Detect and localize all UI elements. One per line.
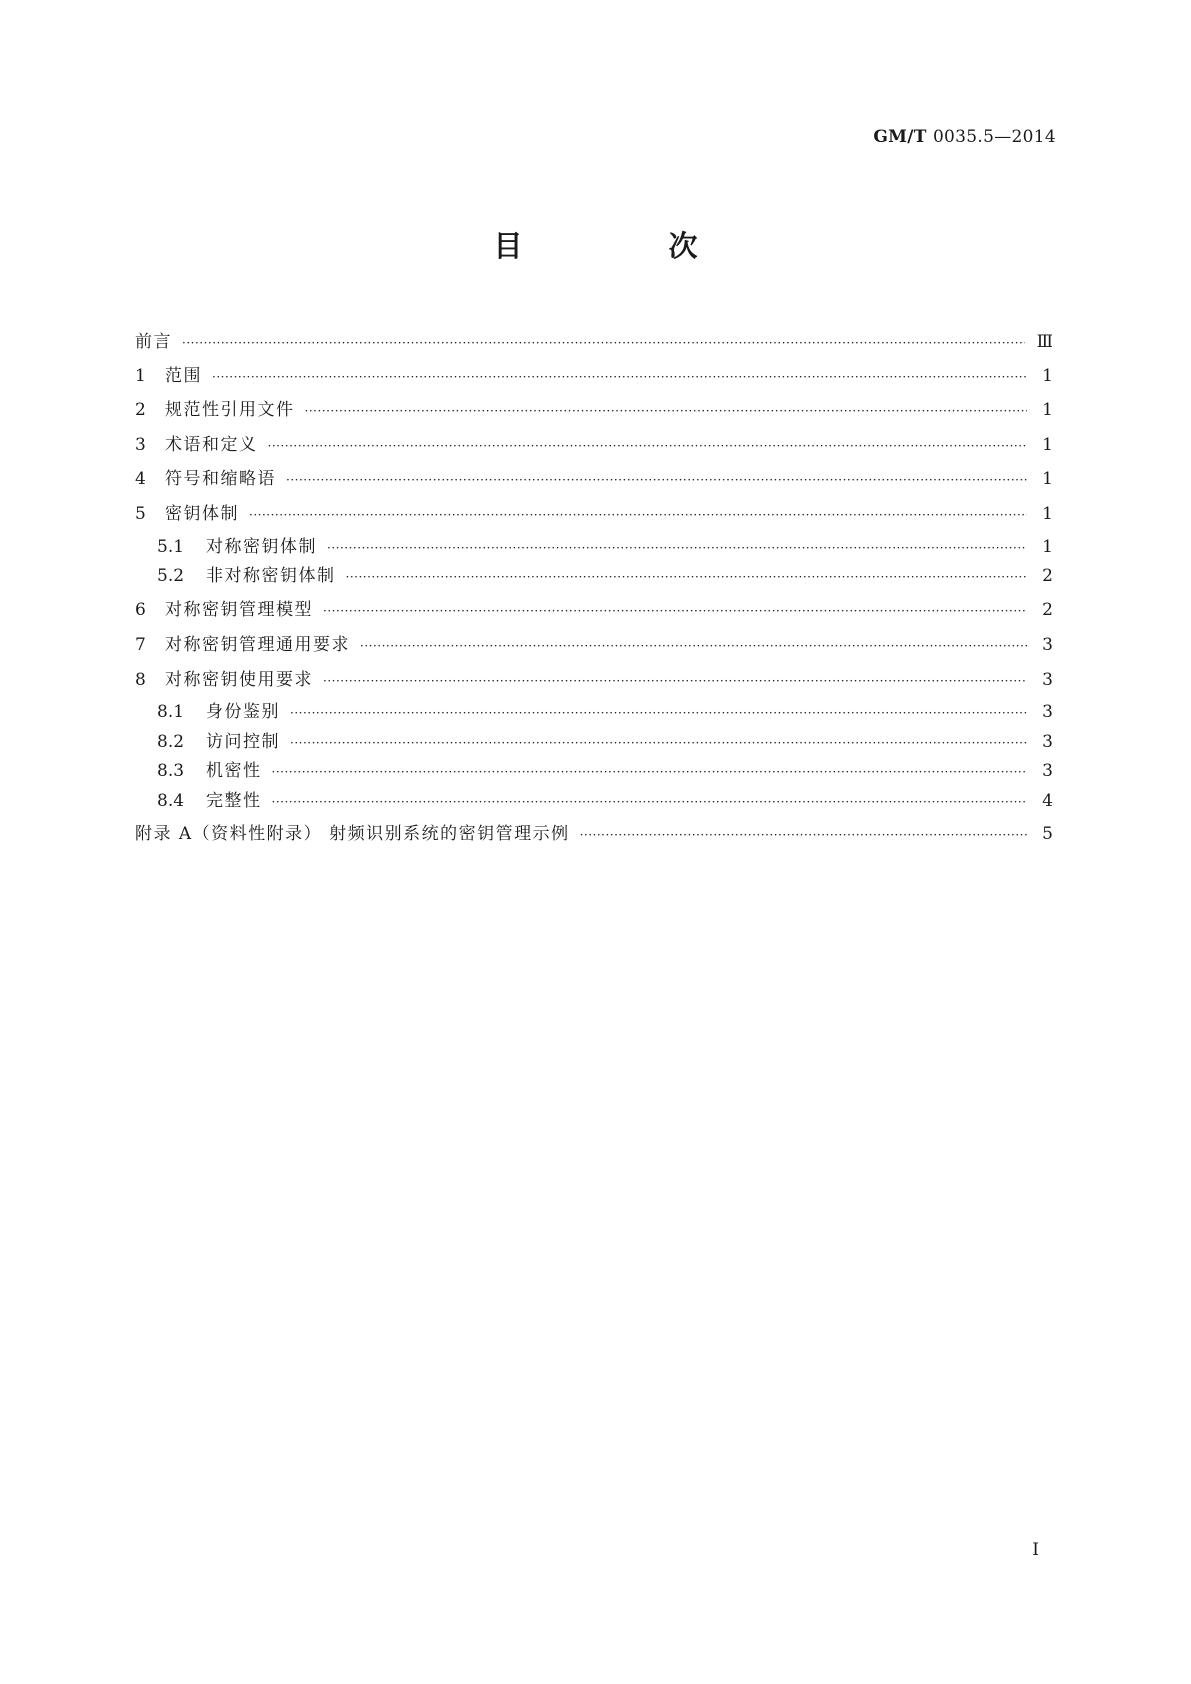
toc-entry-page: 3: [1042, 635, 1053, 655]
toc-dot-leader: [346, 565, 1028, 589]
toc-entry[interactable]: [135, 633, 1053, 658]
toc-dot-leader: [323, 669, 1027, 693]
toc-entry-label: 对称密钥体制: [206, 537, 317, 557]
toc-entry-number: 3: [135, 435, 146, 455]
toc-dot-leader: [360, 634, 1027, 658]
toc-entry-label: 规范性引用文件: [165, 400, 295, 420]
toc-entry-label: 访问控制: [206, 732, 280, 752]
toc-entry[interactable]: [135, 598, 1053, 623]
toc-entry[interactable]: [135, 330, 1053, 355]
toc-entry-label: 范围: [165, 366, 202, 386]
toc-dot-leader: [290, 731, 1027, 755]
toc-entry-label: 机密性: [206, 761, 262, 781]
toc-entry-label: 对称密钥使用要求: [165, 670, 313, 690]
toc-entry-page: 3: [1042, 670, 1053, 690]
toc-entry-page: 1: [1042, 537, 1053, 557]
document-code-prefix: GM/T: [873, 127, 927, 147]
toc-title: 目 次: [493, 229, 766, 263]
toc-dot-leader: [327, 536, 1027, 560]
toc-dot-leader: [212, 365, 1027, 389]
toc-entry-number: 6: [135, 600, 146, 620]
toc-entry-label: 对称密钥管理通用要求: [165, 635, 350, 655]
toc-entry-page: 3: [1042, 702, 1053, 722]
toc-entry[interactable]: [135, 364, 1053, 389]
toc-entry-number: 8.1: [157, 702, 185, 722]
toc-entry-page: 1: [1042, 366, 1053, 386]
toc-entry-page: 5: [1042, 824, 1053, 844]
toc-entry-label: 密钥体制: [165, 504, 239, 524]
toc-entry[interactable]: [157, 759, 1053, 784]
toc-entry[interactable]: [157, 535, 1053, 560]
page-number: I: [1032, 1540, 1039, 1560]
toc-entry-number: 2: [135, 400, 146, 420]
toc-dot-leader: [286, 468, 1027, 492]
toc-entry[interactable]: [135, 398, 1053, 423]
document-code: [873, 127, 1056, 147]
toc-entry-number: 8.3: [157, 761, 185, 781]
toc-entry-number: 7: [135, 635, 146, 655]
toc-entry[interactable]: [135, 433, 1053, 458]
toc-entry-number: 8.4: [157, 791, 185, 811]
toc-entry-page: Ⅲ: [1036, 332, 1053, 352]
toc-entry-page: 3: [1042, 761, 1053, 781]
toc-dot-leader: [182, 331, 1025, 355]
toc-dot-leader: [580, 823, 1027, 847]
toc-entry[interactable]: [135, 668, 1053, 693]
toc-entry-page: 2: [1042, 600, 1053, 620]
toc-dot-leader: [290, 701, 1027, 725]
toc-entry[interactable]: [157, 564, 1053, 589]
toc-dot-leader: [249, 503, 1027, 527]
toc-dot-leader: [305, 399, 1028, 423]
toc-entry-label: 术语和定义: [165, 435, 258, 455]
toc-entry-page: 4: [1042, 791, 1053, 811]
toc-entry-page: 3: [1042, 732, 1053, 752]
toc-entry-label: 完整性: [206, 791, 262, 811]
toc-entry-label: 附录 A（资料性附录） 射频识别系统的密钥管理示例: [135, 824, 570, 844]
toc-entry-label: 符号和缩略语: [165, 469, 276, 489]
toc-entry[interactable]: [157, 730, 1053, 755]
toc-dot-leader: [272, 790, 1028, 814]
toc-entry-page: 1: [1042, 469, 1053, 489]
toc-entry[interactable]: [157, 789, 1053, 814]
toc-entry-page: 1: [1042, 400, 1053, 420]
toc-entry-label: 非对称密钥体制: [206, 566, 336, 586]
toc-entry-number: 5.2: [157, 566, 185, 586]
toc-entry-label: 前言: [135, 332, 172, 352]
toc-entry-label: 对称密钥管理模型: [165, 600, 313, 620]
toc-entry-label: 身份鉴别: [206, 702, 280, 722]
toc-entry-page: 1: [1042, 435, 1053, 455]
toc-dot-leader: [323, 599, 1027, 623]
toc-entry[interactable]: [135, 822, 1053, 847]
toc-entry-page: 1: [1042, 504, 1053, 524]
toc-entry-number: 5: [135, 504, 146, 524]
toc-entry-page: 2: [1042, 566, 1053, 586]
toc-entry-number: 1: [135, 366, 146, 386]
toc-entry[interactable]: [157, 700, 1053, 725]
toc-entry[interactable]: [135, 502, 1053, 527]
toc-dot-leader: [268, 434, 1028, 458]
toc-entry-number: 8.2: [157, 732, 185, 752]
toc-entry-number: 5.1: [157, 537, 185, 557]
toc-entry-number: 4: [135, 469, 146, 489]
toc-entry[interactable]: [135, 467, 1053, 492]
toc-entry-number: 8: [135, 670, 146, 690]
toc-dot-leader: [272, 760, 1028, 784]
document-code-number: 0035.5—2014: [932, 127, 1056, 147]
